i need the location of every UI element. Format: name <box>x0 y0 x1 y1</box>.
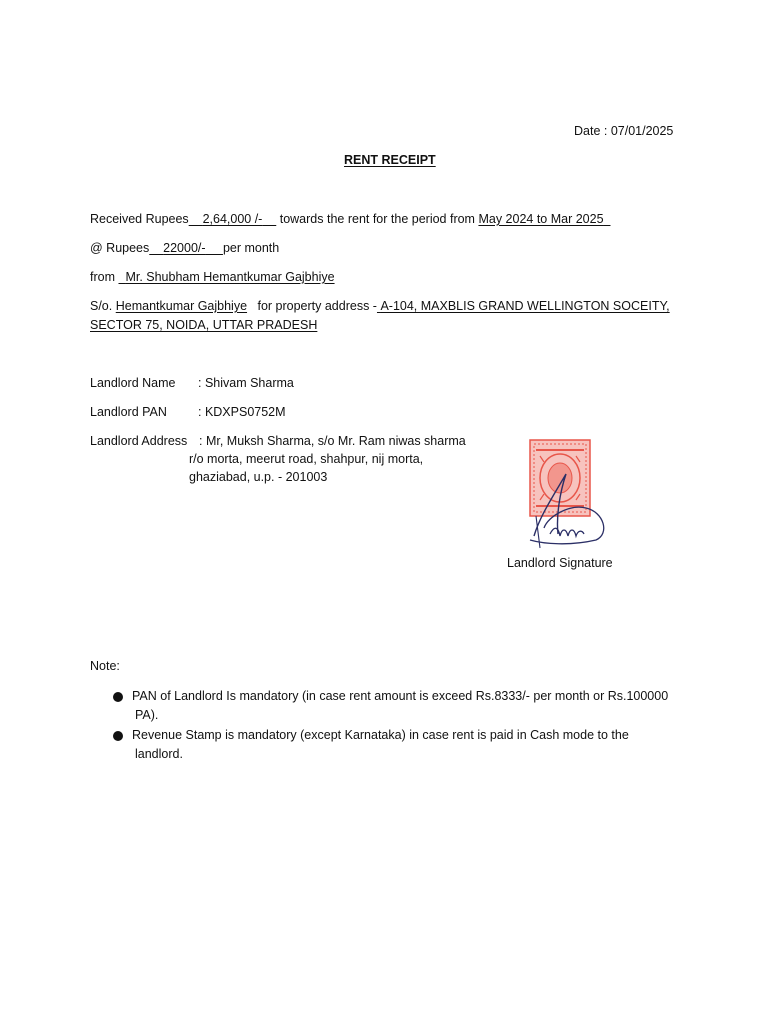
note-item1-line2: PA). <box>135 708 159 722</box>
landlord-pan-label: Landlord PAN <box>90 405 167 419</box>
rate-amount: 22000/- <box>163 241 206 255</box>
received-amount: 2,64,000 /- <box>202 212 263 226</box>
so-middle: for property address - <box>257 299 377 313</box>
note-item2-line2: landlord. <box>135 747 183 761</box>
rate-line <box>90 240 279 256</box>
so-prefix: S/o. <box>90 299 113 313</box>
received-prefix: Received Rupees <box>90 212 189 226</box>
receipt-date: Date : 07/01/2025 <box>574 124 674 138</box>
received-middle: towards the rent for the period from <box>279 212 475 226</box>
landlord-name-value: : Shivam Sharma <box>198 376 294 390</box>
receipt-title: RENT RECEIPT <box>344 153 436 167</box>
landlord-address-line3: ghaziabad, u.p. - 201003 <box>189 470 328 484</box>
so-line <box>90 298 670 314</box>
received-line <box>90 211 610 227</box>
note-item2-line1: Revenue Stamp is mandatory (except Karnataka) in case rent is paid in Cash mode to the <box>132 728 629 742</box>
revenue-stamp-signature <box>500 436 612 552</box>
tenant-name: Mr. Shubham Hemantkumar Gajbhiye <box>125 270 335 284</box>
from-prefix: from <box>90 270 115 284</box>
landlord-address-line1: : Mr, Muksh Sharma, s/o Mr. Ram niwas sharma <box>199 434 466 448</box>
received-period: May 2024 to Mar 2025 <box>478 212 604 226</box>
landlord-name-label: Landlord Name <box>90 376 176 390</box>
father-name: Hemantkumar Gajbhiye <box>115 299 248 313</box>
landlord-address-line2: r/o morta, meerut road, shahpur, nij morta, <box>189 452 424 466</box>
landlord-address-label: Landlord Address <box>90 434 188 448</box>
landlord-pan-value: : KDXPS0752M <box>198 405 286 419</box>
from-line <box>90 269 335 285</box>
note-item1-line1: PAN of Landlord Is mandatory (in case rent amount is exceed Rs.8333/- per month or Rs.100000 <box>132 689 669 703</box>
bullet-icon <box>113 731 123 741</box>
property-address-line2: SECTOR 75, NOIDA, UTTAR PRADESH <box>90 318 318 332</box>
revenue-stamp-icon <box>500 436 612 552</box>
property-address-line1: A-104, MAXBLIS GRAND WELLINGTON SOCEITY, <box>380 299 670 313</box>
bullet-icon <box>113 692 123 702</box>
rate-suffix: per month <box>222 241 280 255</box>
landlord-signature-label: Landlord Signature <box>507 556 613 570</box>
rate-prefix: @ Rupees <box>90 241 150 255</box>
note-heading: Note: <box>90 659 120 673</box>
